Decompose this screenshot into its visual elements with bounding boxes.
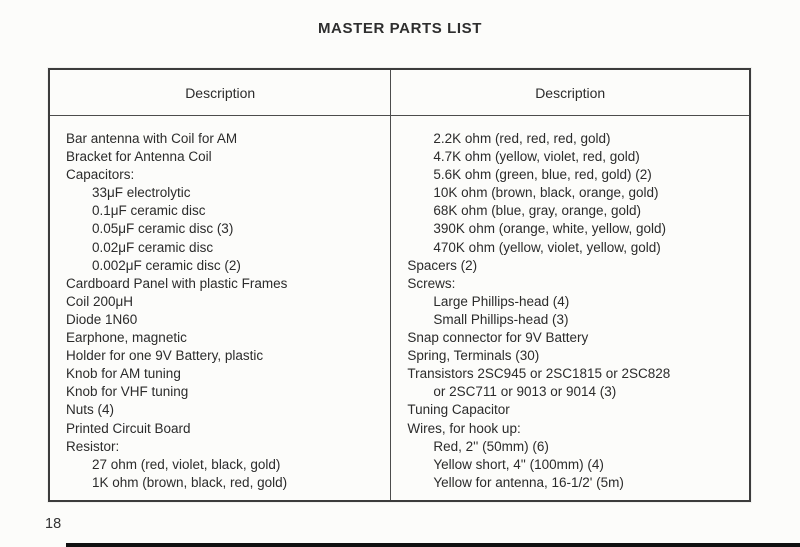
list-item: 4.7K ohm (yellow, violet, red, gold) (433, 149, 640, 165)
list-item: 470K ohm (yellow, violet, yellow, gold) (433, 239, 661, 255)
list-item: Resistor: (66, 438, 120, 454)
parts-table (48, 68, 751, 502)
table-header-row (50, 70, 749, 116)
list-item: Tuning Capacitor (407, 402, 510, 418)
list-item: Large Phillips-head (4) (433, 293, 570, 309)
list-item: Capacitors: (66, 167, 135, 183)
list-item: 33μF electrolytic (92, 185, 191, 201)
list-item: Nuts (4) (66, 402, 115, 418)
list-item: Spacers (2) (407, 257, 478, 273)
list-item: 0.02μF ceramic disc (92, 239, 214, 255)
scan-edge-artifact (66, 543, 800, 547)
list-item: Snap connector for 9V Battery (407, 330, 589, 346)
parts-column-right (390, 116, 749, 500)
list-item: 2.2K ohm (red, red, red, gold) (433, 131, 611, 146)
column-header-right: Description (390, 70, 749, 115)
list-item: 5.6K ohm (green, blue, red, gold) (2) (433, 167, 652, 183)
list-item: 10K ohm (brown, black, orange, gold) (433, 185, 659, 201)
parts-column-left (50, 116, 390, 500)
list-item: 27 ohm (red, violet, black, gold) (92, 456, 281, 472)
page-number: 18 (45, 516, 62, 532)
list-item: Screws: (407, 275, 456, 291)
list-item: Holder for one 9V Battery, plastic (66, 348, 264, 364)
list-item: or 2SC711 or 9013 or 9014 (3) (433, 384, 617, 400)
list-item: Bracket for Antenna Coil (66, 149, 212, 165)
list-item: Spring, Terminals (30) (407, 348, 540, 364)
page-title: MASTER PARTS LIST (317, 20, 483, 37)
table-body (50, 116, 749, 500)
list-item: Wires, for hook up: (407, 420, 521, 436)
list-item: 1K ohm (brown, black, red, gold) (92, 474, 288, 490)
list-item: Small Phillips-head (3) (433, 311, 569, 327)
list-item: 390K ohm (orange, white, yellow, gold) (433, 221, 667, 237)
list-item: Coil 200μH (66, 293, 134, 309)
list-item: 0.1μF ceramic disc (92, 203, 206, 219)
list-item: Diode 1N60 (66, 311, 138, 327)
list-item: Knob for AM tuning (66, 366, 181, 382)
list-item: Red, 2'' (50mm) (6) (433, 438, 549, 454)
list-item: 0.05μF ceramic disc (3) (92, 221, 234, 237)
list-item: Yellow for antenna, 16-1/2' (5m) (433, 474, 624, 490)
list-item: Printed Circuit Board (66, 420, 191, 436)
list-item: Bar antenna with Coil for AM (66, 131, 238, 146)
list-item: Cardboard Panel with plastic Frames (66, 275, 288, 291)
list-item: Transistors 2SC945 or 2SC1815 or 2SC828 (407, 366, 671, 382)
list-item: 68K ohm (blue, gray, orange, gold) (433, 203, 642, 219)
list-item: Knob for VHF tuning (66, 384, 189, 400)
list-item: Earphone, magnetic (66, 330, 187, 346)
list-item: 0.002μF ceramic disc (2) (92, 257, 241, 273)
column-header-left: Description (185, 84, 256, 101)
list-item: Yellow short, 4'' (100mm) (4) (433, 456, 604, 472)
